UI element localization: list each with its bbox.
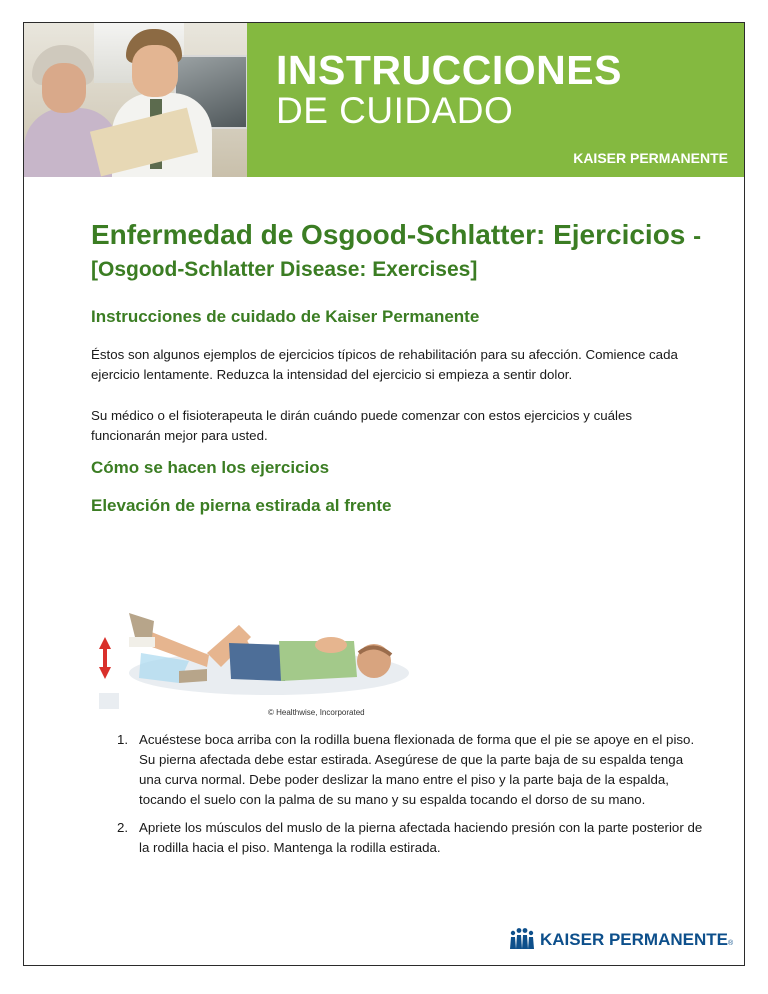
how-heading: Cómo se hacen los ejercicios: [91, 458, 330, 477]
intro-paragraph-1: Éstos son algunos ejemplos de ejercicios típicos de rehabilitación para su afección. Comience cada ejercicio lentamente. Reduzca la intensidad del ejercicio si empieza a sentir dolor.: [91, 347, 678, 382]
exercise-steps: [117, 730, 707, 866]
exercise-heading: Elevación de pierna estirada al frente: [91, 496, 392, 515]
step-text: Acuéstese boca arriba con la rodilla buena flexionada de forma que el pie se apoye en el piso. Su pierna afectada debe estar estirada. Asegúrese de que la parte baja de su espalda tenga una curva normal. Debe poder deslizar la mano entre el piso y la parte baja de la espalda, tocando el suelo con la palma de su mano y su espalda tocando el dorso de su mano.: [139, 732, 695, 807]
kaiser-people-icon: [509, 927, 535, 951]
step-text: Apriete los músculos del muslo de la pierna afectada haciendo presión con la parte posterior de la rodilla hacia el piso. Mantenga la rodilla estirada.: [139, 820, 703, 855]
banner-brand: KAISER PERMANENTE: [573, 150, 728, 166]
title-separator: -: [693, 223, 702, 250]
page-title-text: Enfermedad de Osgood-Schlatter: Ejercicios: [91, 219, 686, 250]
header-banner: [24, 23, 744, 177]
green-banner: [247, 23, 744, 177]
banner-title-line1: INSTRUCCIONES: [276, 47, 622, 93]
banner-title-line2: DE CUIDADO: [276, 90, 514, 131]
intro-paragraph-2: Su médico o el fisioterapeuta le dirán cuándo puede comenzar con estos ejercicios y cuáles funcionarán mejor para usted.: [91, 408, 633, 443]
up-down-arrow-icon: [99, 637, 111, 679]
document-page: [23, 22, 745, 966]
page-title: [91, 221, 701, 249]
exercise-illustration: [99, 533, 409, 713]
image-credit: © Healthwise, Incorporated: [268, 708, 365, 717]
header-photo: [24, 23, 247, 177]
page-subtitle: [Osgood-Schlatter Disease: Exercises]: [91, 258, 478, 281]
step-number: 1.: [117, 732, 129, 747]
footer-logo: [509, 927, 733, 951]
step-number: 2.: [117, 820, 129, 835]
section-heading: Instrucciones de cuidado de Kaiser Permanente: [91, 307, 480, 326]
list-item: [117, 818, 707, 858]
list-item: [117, 730, 707, 810]
footer-logo-text: KAISER PERMANENTE®: [540, 929, 734, 949]
